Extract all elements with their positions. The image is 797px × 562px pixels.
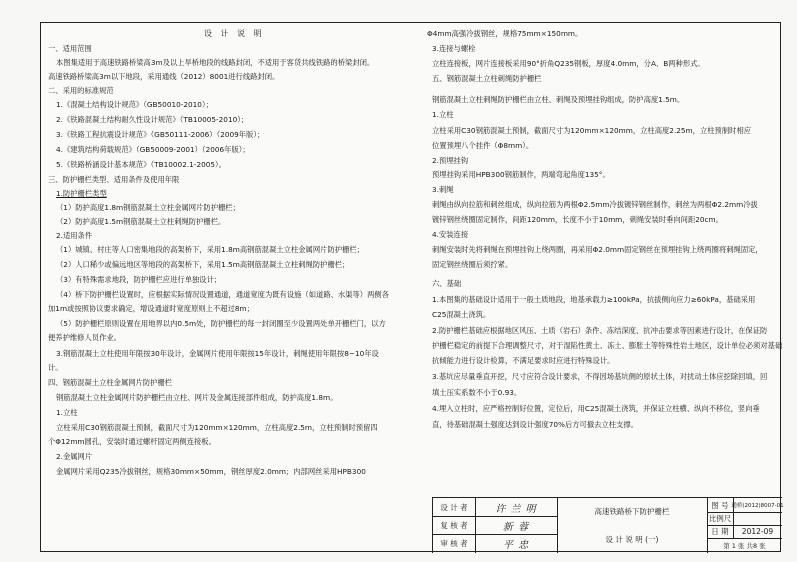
- paragraph-line: 2.防护栅栏基础应根据地区风压、土质（岩石）条件、冻结深度、抗冲击要求等因素进行设计，在保证防: [432, 326, 768, 335]
- reviewer-signature: 新 蓉: [502, 521, 530, 533]
- section-heading: 一、适用范围: [48, 44, 92, 53]
- left-text-column: [48, 0, 398, 500]
- designer-label: 设 计 者: [440, 502, 468, 512]
- list-item: 5.《铁路桥涵设计基本规范》（TB10002.1-2005）。: [56, 160, 226, 169]
- paragraph-line: 镀锌钢丝绕圈固定制作，间距120mm，长度不小于10mm，刺绳安装时垂向间距20cm。: [432, 215, 723, 224]
- section-heading: 四、钢筋混凝土立柱金属网片防护栅栏: [48, 378, 173, 387]
- reviewer-label: 复 核 者: [440, 520, 468, 530]
- scale-value: [733, 512, 782, 525]
- paragraph-line: 3.基坑应尽量垂直开挖，尺寸应符合设计要求，不得因场基坑侧的原状土体，对扰动土体应挖除回填，回: [432, 372, 768, 381]
- section-heading: 二、采用的标准规范: [48, 86, 114, 95]
- list-item: （2）人口稀少或偏远地区等地段的高架桥下，采用1.5m高钢筋混凝土立柱刺绳防护栅栏；: [56, 260, 350, 269]
- right-text-column: [427, 0, 783, 500]
- auditor-signature: 平 忠: [502, 540, 530, 551]
- paragraph-line: 个Φ12mm圆孔，安装时通过螺杆固定两侧连接板。: [48, 437, 216, 446]
- list-item: 3.《铁路工程抗震设计规范》（GB50111-2006）（2009年版）；: [56, 130, 265, 139]
- list-item: （2）防护高度1.5m钢筋混凝土立柱刺绳防护栅栏。: [56, 217, 226, 226]
- paragraph-line: 固定钢丝绕圈后须拧紧。: [432, 260, 513, 269]
- paragraph-line: 本图集适用于高速铁路桥梁高3m及以上旱桥地段的线路封闭，不适用于客货共线铁路的桥梁封闭。: [56, 58, 375, 67]
- subsection-heading: 1.立柱: [56, 408, 78, 417]
- list-item: （3）有特殊需求地段，防护栅栏应进行单独设计；: [56, 275, 222, 284]
- paragraph-line: 立柱采用C30钢筋混凝土预制，截面尺寸为120mm×120mm，立柱高度2.5m，立柱预制时预留四: [56, 423, 378, 432]
- subsection-heading: 1.立柱: [432, 110, 454, 119]
- paragraph-line: 填土压实系数不小于0.93。: [432, 388, 522, 397]
- paragraph-line: 便养护维修人员作业。: [48, 333, 121, 342]
- paragraph-line: 立柱采用C30钢筋混凝土预制，截面尺寸为120mm×120mm，立柱高度2.25m，立柱预制时相应: [432, 126, 752, 135]
- list-item: （5）防护栅栏原则设置在用地界以内0.5m处，防护栅栏的每一封闭圈至少设置两处单开栅栏门，以方: [56, 319, 386, 328]
- subsection-heading: 4.安装连接: [432, 230, 469, 239]
- paragraph-line: 预埋挂钩采用HPB300钢筋制作，两端弯起角度135°。: [432, 170, 610, 179]
- list-item: 1.《混凝土结构设计规范》（GB50010-2010）；: [56, 100, 213, 109]
- subsection-heading: 2.预埋挂钩: [432, 156, 469, 165]
- paragraph-line: 护栅栏稳定的前提下合理调整尺寸，对于湿陷性黄土、冻土、膨胀土等特殊性岩土地区，设计单位必须对基础: [432, 341, 783, 350]
- paragraph-line: 4.埋入立柱时，应严格控制好位置，定位后，用C25混凝土浇筑，并保证立柱横、纵向不移位，竖向垂: [432, 404, 760, 413]
- list-item: 2.《铁路混凝土结构耐久性设计规范》（TB10005-2010）；: [56, 115, 249, 124]
- drawing-title: 高速铁路桥下防护栅栏: [594, 506, 670, 516]
- section-heading: 三、防护栅栏类型、适用条件及使用年限: [48, 175, 180, 184]
- subsection-heading: 3.连接与螺栓: [432, 44, 476, 53]
- paragraph-line: 立柱连接板，网片连接板采用90°折角Q235钢板，厚度4.0mm，分A、B两种形式。: [432, 59, 705, 68]
- title-block: [432, 497, 782, 553]
- paragraph-line: 3.钢筋混凝土立柱使用年限按30年设计，金属网片使用年限按15年设计，刺绳使用年限按8~10年设: [56, 349, 379, 358]
- subsection-heading: 2.适用条件: [56, 231, 93, 240]
- section-heading: 五、钢筋混凝土立柱刺绳防护栅栏: [432, 74, 542, 83]
- subsection-heading: 3.刺绳: [432, 185, 454, 194]
- auditor-label: 审 核 者: [440, 539, 468, 548]
- paragraph-line: 直，待基础混凝土强度达到设计强度70%后方可撤去立柱支撑。: [432, 420, 638, 429]
- list-item: （4）桥下防护栅栏设置时，应根据实际情况设置通道，通道宽度为既有设施（如道路、水渠等）两侧各: [56, 290, 389, 299]
- designer-signature: 许 兰 明: [495, 503, 537, 515]
- page-info: 第 1 张 共8 张: [723, 542, 766, 550]
- paragraph-line: 钢筋混凝土立柱刺绳防护栅栏由立柱、刺绳及预埋挂钩组成，防护高度1.5m。: [432, 95, 685, 104]
- paragraph-line: 金属网片采用Q235冷拔钢丝，规格30mm×50mm，钢丝厚度2.0mm；内部网丝采用HPB300: [56, 467, 366, 476]
- date-label: 日 期: [711, 527, 729, 536]
- paragraph-line: 位置预埋八个挂件（Φ8mm）。: [432, 141, 534, 150]
- paragraph-line: C25混凝土浇筑。: [432, 310, 491, 319]
- section-heading: 六、基础: [432, 279, 462, 288]
- sheet-title: 设 计 说 明 (一): [605, 534, 659, 544]
- date-value: 2012-09: [741, 527, 774, 536]
- subsection-heading: 1.防护栅栏类型: [56, 189, 107, 198]
- paragraph-line: 1.本图集的基础设计适用于一般土质地段，地基承载力≥100kPa，抗拔侧向应力≥60kPa，基础采用: [432, 295, 756, 304]
- paragraph-line: 抗倾能力进行设计检算，不满足要求时应进行特殊设计。: [432, 356, 615, 365]
- list-item: 4.《建筑结构荷载规范》（GB50009-2001）（2006年版）；: [56, 145, 250, 154]
- document-title: 设 计 说 明: [204, 29, 265, 38]
- paragraph-line: 刺绳由纵向拉筋和刺丝组成，纵向拉筋为两根Φ2.5mm冷拔镀锌钢丝制作，刺丝为两根Φ2.2mm冷拔: [432, 200, 758, 209]
- list-item: （1）城镇、村庄等人口密集地段的高架桥下，采用1.8m高钢筋混凝土立柱金属网片防护栅栏；: [56, 245, 364, 254]
- list-item: （1）防护高度1.8m钢筋混凝土立柱金属网片防护栅栏；: [56, 203, 240, 212]
- subsection-heading: 2.金属网片: [56, 452, 93, 461]
- paragraph-line: 刺绳安装时先将刺绳在预埋挂钩上绕两圈，再采用Φ2.0mm固定钢丝在预埋挂钩上绕两圈将刺绳固定，: [432, 245, 763, 254]
- drawing-number-label: 图 号: [711, 500, 729, 510]
- paragraph-line: Φ4mm高强冷拔钢丝，规格75mm×150mm。: [427, 29, 583, 38]
- paragraph-line: 加1m或按照协议要求确定，增设通道时宽度原则上不超过8m；: [48, 304, 254, 313]
- paragraph-line: 计。: [48, 363, 63, 372]
- paragraph-line: 钢筋混凝土立柱金属网片防护栅栏由立柱、网片及金属连接部件组成，防护高度1.8m。: [56, 393, 338, 402]
- paragraph-line: 高速铁路桥梁高3m以下地段，采用通线（2012）8001进行线路封闭。: [48, 72, 280, 81]
- scale-label: 比例尺: [708, 514, 732, 523]
- drawing-number: 通桥(2012)8007-01: [731, 503, 784, 509]
